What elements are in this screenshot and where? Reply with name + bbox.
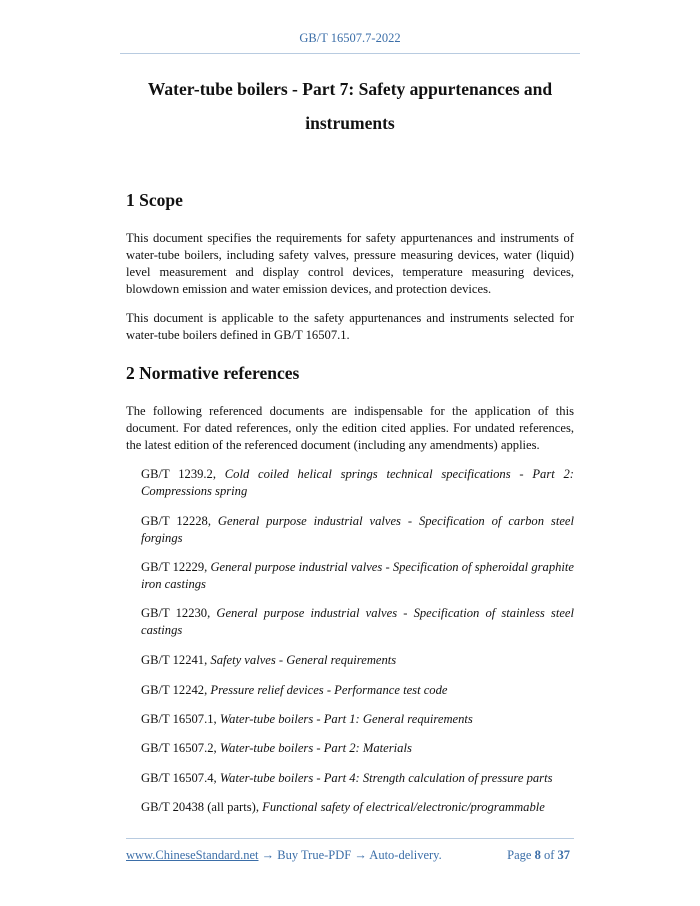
section-heading-scope: 1 Scope	[126, 190, 183, 210]
reference-item	[141, 559, 574, 593]
references-intro-paragraph: The following referenced documents are indispensable for the application of this document. For dated references, only the edition cited applies. For undated references, the latest edition of the referenced document (including any amendments) applies.	[126, 404, 574, 452]
reference-code: GB/T 12242,	[141, 683, 211, 697]
section-heading-normative-references: 2 Normative references	[126, 363, 300, 383]
reference-item	[141, 605, 574, 639]
scope-paragraph-1: This document specifies the requirements for safety appurtenances and instruments of water-tube boilers, including safety valves, pressure measuring devices, water (liquid) level measurement and display control devices, temperature measuring devices, blowdown emission and water emission devices, and protection devices.	[126, 231, 574, 296]
page-label: Page	[507, 848, 532, 862]
reference-item	[141, 652, 574, 669]
reference-code: GB/T 16507.4,	[141, 771, 220, 785]
reference-item	[141, 513, 574, 547]
reference-item	[141, 711, 574, 728]
reference-code: GB/T 12229,	[141, 560, 211, 574]
reference-title: Water-tube boilers - Part 4: Strength calculation of pressure parts	[219, 771, 553, 785]
site-link[interactable]: www.ChineseStandard.net	[126, 848, 259, 862]
scope-paragraph-2: This document is applicable to the safety appurtenances and instruments selected for water-tube boilers defined in GB/T 16507.1.	[126, 311, 574, 342]
document-title-line-1: Water-tube boilers - Part 7: Safety appurtenances and	[147, 79, 553, 99]
reference-item	[141, 799, 574, 816]
total-pages: 37	[557, 848, 570, 862]
footer-promo: → Buy True-PDF → Auto-delivery.	[258, 848, 442, 862]
reference-title: Cold coiled helical springs technical specifications - Part 2: Compressions spring	[141, 467, 574, 498]
document-title-line-2: instruments	[305, 113, 395, 133]
reference-code: GB/T 12228,	[141, 514, 218, 528]
header-divider	[120, 53, 580, 54]
footer-divider	[126, 838, 574, 839]
reference-code: GB/T 20438 (all parts),	[141, 800, 263, 814]
running-header: GB/T 16507.7-2022	[299, 31, 401, 45]
document-title	[100, 72, 600, 140]
page-footer	[126, 848, 574, 863]
reference-title: Safety valves - General requirements	[210, 653, 397, 667]
reference-item	[141, 466, 574, 500]
reference-title: Water-tube boilers - Part 2: Materials	[219, 741, 412, 755]
reference-title: Pressure relief devices - Performance test code	[210, 683, 448, 697]
reference-title: Functional safety of electrical/electronic/programmable	[262, 800, 545, 814]
page-number: 8	[534, 848, 541, 862]
reference-code: GB/T 12241,	[141, 653, 211, 667]
reference-code: GB/T 1239.2,	[141, 467, 225, 481]
reference-item	[141, 740, 574, 757]
reference-title: General purpose industrial valves - Specification of spheroidal graphite iron castings	[141, 560, 574, 591]
reference-item	[141, 770, 574, 787]
reference-title: General purpose industrial valves - Specification of carbon steel forgings	[141, 514, 575, 545]
reference-title: General purpose industrial valves - Specification of stainless steel castings	[141, 606, 574, 637]
of-label: of	[543, 848, 555, 862]
reference-code: GB/T 16507.2,	[141, 741, 220, 755]
page-indicator	[507, 848, 570, 863]
reference-code: GB/T 16507.1,	[141, 712, 220, 726]
reference-code: GB/T 12230,	[141, 606, 217, 620]
reference-item	[141, 682, 574, 699]
reference-title: Water-tube boilers - Part 1: General requirements	[219, 712, 473, 726]
